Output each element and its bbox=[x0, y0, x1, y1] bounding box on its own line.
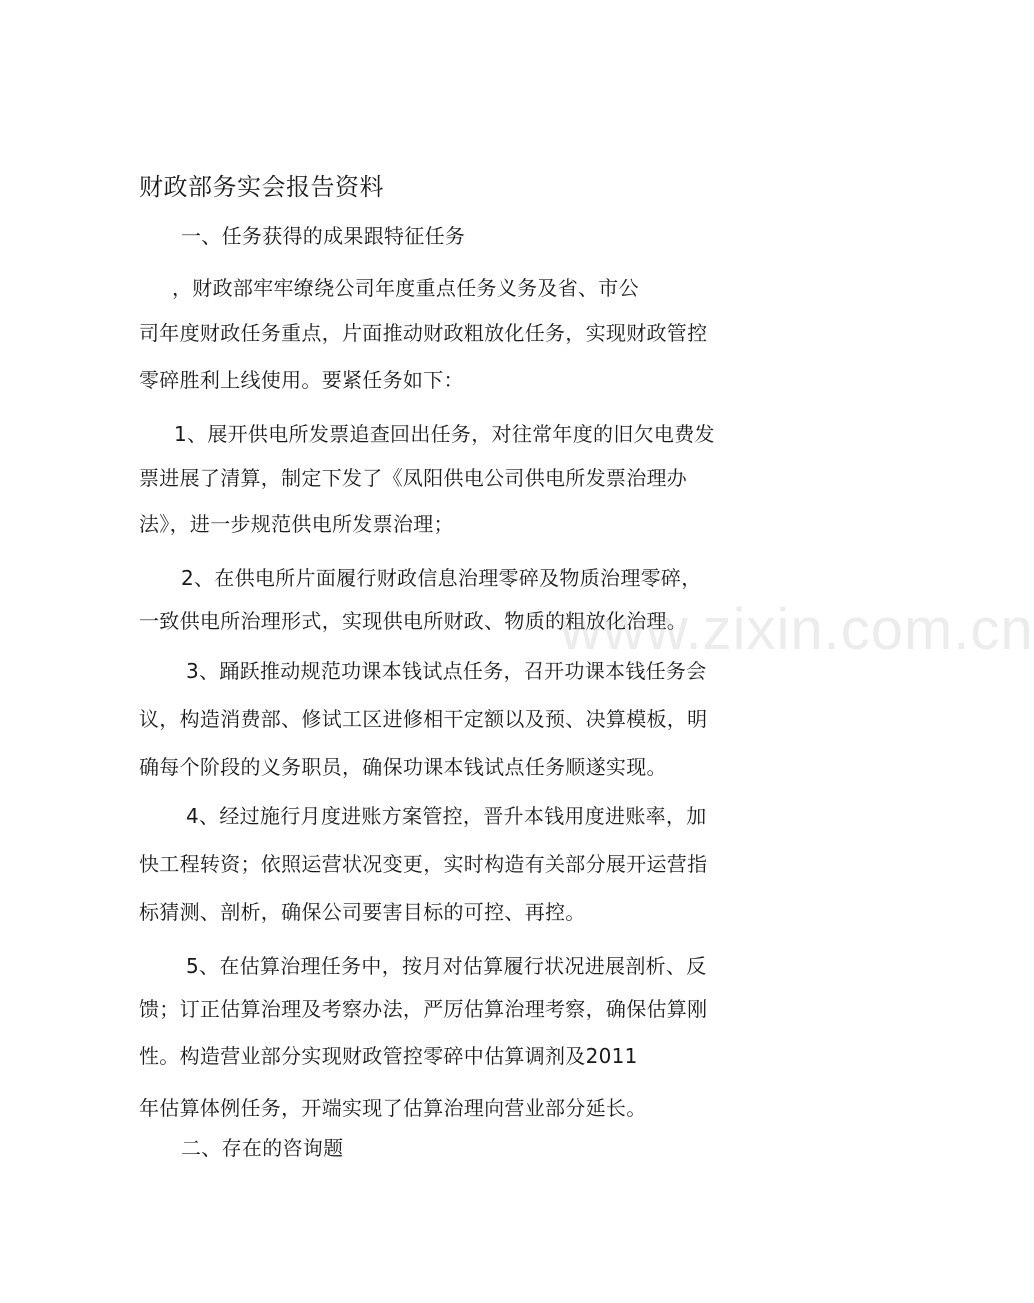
item1-line-3: 法》，进一步规范供电所发票治理； bbox=[139, 512, 454, 536]
intro-line-2: 司年度财政任务重点，片面推动财政粗放化任务，实现财政管控 bbox=[139, 321, 708, 345]
item3-line-3: 确每个阶段的义务职员，确保功课本钱试点任务顺遂实现。 bbox=[139, 755, 667, 779]
item2-line-1: 2、在供电所片面履行财政信息治理零碎及物质治理零碎， bbox=[181, 566, 702, 590]
watermark: www.zixin.com.cn bbox=[560, 597, 1034, 662]
intro-line-3: 零碎胜利上线使用。要紧任务如下： bbox=[139, 368, 464, 392]
intro-line-1: ，财政部牢牢缭绕公司年度重点任务义务及省、市公 bbox=[172, 276, 639, 300]
item4-line-1: 4、经过施行月度进账方案管控，晋升本钱用度进账率，加 bbox=[186, 804, 707, 828]
item1-line-2: 票进展了清算，制定下发了《凤阳供电公司供电所发票治理办 bbox=[139, 466, 688, 490]
document-title: 财政部务实会报告资料 bbox=[139, 173, 384, 201]
item2-line-2: 一致供电所治理形式，实现供电所财政、物质的粗放化治理。 bbox=[139, 609, 688, 633]
item5-line-3: 性。构造营业部分实现财政管控零碎中估算调剂及2011 bbox=[139, 1044, 638, 1068]
section-heading-problems: 二、存在的咨询题 bbox=[181, 1136, 344, 1160]
item3-line-2: 议，构造消费部、修试工区进修相干定额以及预、决算模板，明 bbox=[139, 707, 708, 731]
item5-line-2: 馈；订正估算治理及考察办法，严厉估算治理考察，确保估算刚 bbox=[139, 997, 708, 1021]
item5-line-1: 5、在估算治理任务中，按月对估算履行状况进展剖析、反 bbox=[186, 954, 707, 978]
item4-line-3: 标猜测、剖析，确保公司要害目标的可控、再控。 bbox=[139, 900, 586, 924]
item1-line-1: 1、展开供电所发票追查回出任务，对往常年度的旧欠电费发 bbox=[174, 422, 715, 446]
section-heading-achievements: 一、任务获得的成果跟特征任务 bbox=[181, 224, 466, 248]
item5-line-4: 年估算体例任务，开端实现了估算治理向营业部分延长。 bbox=[139, 1096, 647, 1120]
item4-line-2: 快工程转资；依照运营状况变更，实时构造有关部分展开运营指 bbox=[139, 852, 708, 876]
item3-line-1: 3、踊跃推动规范功课本钱试点任务，召开功课本钱任务会 bbox=[186, 659, 707, 683]
